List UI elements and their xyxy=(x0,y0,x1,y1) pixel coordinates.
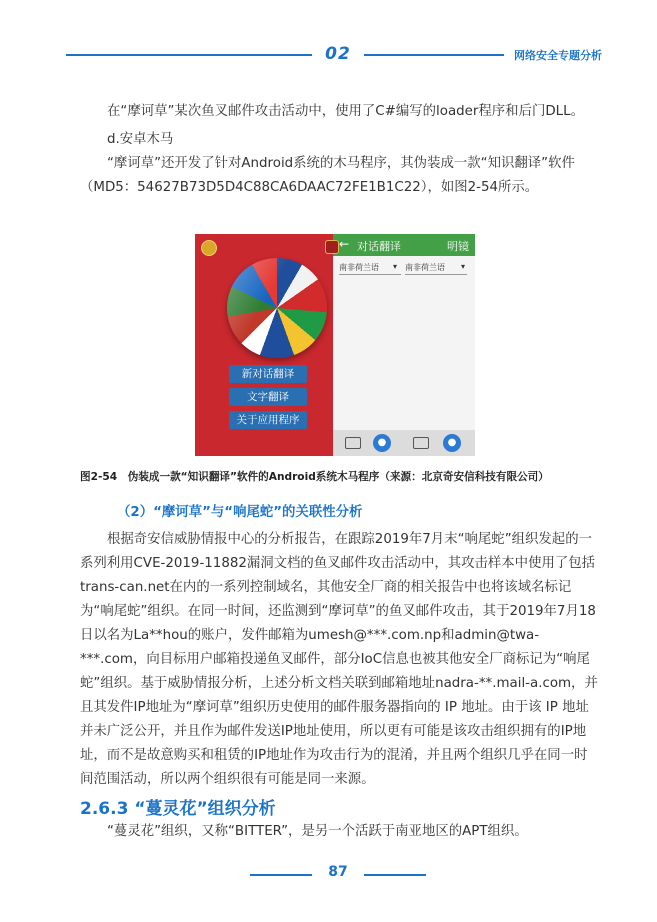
chevron-down-icon: ▾ xyxy=(393,262,398,271)
footer-rule-right xyxy=(364,874,426,876)
phone-app-action: 明镜 xyxy=(447,240,469,253)
keyboard-icon xyxy=(413,437,429,449)
paragraph-loader: 在“摩诃草”某次鱼叉邮件攻击活动中，使用了C#编写的loader程序和后门DLL。 xyxy=(107,104,584,119)
paragraph-android-trojan: “摩诃草”还开发了针对Android系统的木马程序，其伪装成一款“知识翻译”软件（MD5：54627B73D5D4C88CA6DAAC72FE1B1C22），如图2-54所示。 xyxy=(80,156,575,195)
section-title: 网络安全专题分析 xyxy=(514,49,602,62)
keyboard-icon xyxy=(345,437,361,449)
menu-button-text-translate: 文字翻译 xyxy=(229,388,307,406)
app-icon xyxy=(325,240,339,254)
back-arrow-icon: ← xyxy=(339,237,350,251)
microphone-icon: ● xyxy=(443,434,461,452)
menu-button-new-dialog: 新对话翻译 xyxy=(229,365,307,383)
menu-button-about: 关于应用程序 xyxy=(229,411,307,429)
phone-screen-left xyxy=(195,234,333,456)
phone-bottom-bar xyxy=(333,430,475,456)
select-underline-right xyxy=(405,274,467,275)
section-heading: 2.6.3 “蔓灵花”组织分析 xyxy=(80,799,276,819)
subheading: （2）“摩诃草”与“响尾蛇”的关联性分析 xyxy=(117,505,363,520)
select-underline-left xyxy=(339,274,401,275)
phone-app-title: 对话翻译 xyxy=(357,240,401,253)
microphone-icon: ● xyxy=(373,434,391,452)
phone-app-bar xyxy=(333,234,475,256)
language-select-left: 南非荷兰语 xyxy=(339,263,379,272)
flag-globe-icon xyxy=(227,258,327,358)
footer-rule-left xyxy=(250,874,312,876)
page-number: 87 xyxy=(328,864,348,880)
paragraph-bitter-intro: “蔓灵花”组织，又称“BITTER”，是另一个活跃于南亚地区的APT组织。 xyxy=(107,824,528,839)
emblem-icon xyxy=(201,240,217,256)
chapter-number: 02 xyxy=(325,44,351,64)
chevron-down-icon: ▾ xyxy=(461,262,466,271)
header-rule-left xyxy=(66,54,312,56)
paragraph-association-analysis: 根据奇安信威胁情报中心的分析报告，在跟踪2019年7月末“响尾蛇”组织发起的一系列利用CVE-2019-11882漏洞文档的鱼叉邮件攻击活动中，其攻击样本中使用了包括trans-can.net在内的一系列控制域名，其他安全厂商的相关报告中也将该域名标记为“响尾蛇”组织。在同一时间，还监测到“摩诃草”的鱼叉邮件攻击，其于2019年7月18日以名为La**hou的账户，发件邮箱为umesh@***.com.np和admin@twa-***.com，向目标用户邮箱投递鱼叉邮件，部分IoC信息也被其他安全厂商标记为“响尾蛇”组织。基于威胁情报分析，上述分析文档关联到邮箱地址nadra-**.mail-a.com，并且其发件IP地址为“摩诃草”组织历史使用的邮件服务器指向的 IP 地址。由于该 IP 地址并未广泛公开，并且作为邮件发送IP地址使用，所以更有可能是该攻击组织拥有的IP地址，而不是故意购买和租赁的IP地址作为攻击行为的混淆，并且两个组织几乎在同一时间范围活动，所以两个组织很有可能是同一来源。 xyxy=(80,532,598,787)
figure-caption: 图2-54 伪装成一款“知识翻译”软件的Android系统木马程序（来源：北京奇安信科技有限公司） xyxy=(80,471,549,483)
paragraph-android-heading: d.安卓木马 xyxy=(107,132,174,147)
language-select-right: 南非荷兰语 xyxy=(405,263,445,272)
figure-screenshot xyxy=(195,234,475,456)
header-rule-right xyxy=(364,54,504,56)
phone-screen-right xyxy=(333,234,475,456)
